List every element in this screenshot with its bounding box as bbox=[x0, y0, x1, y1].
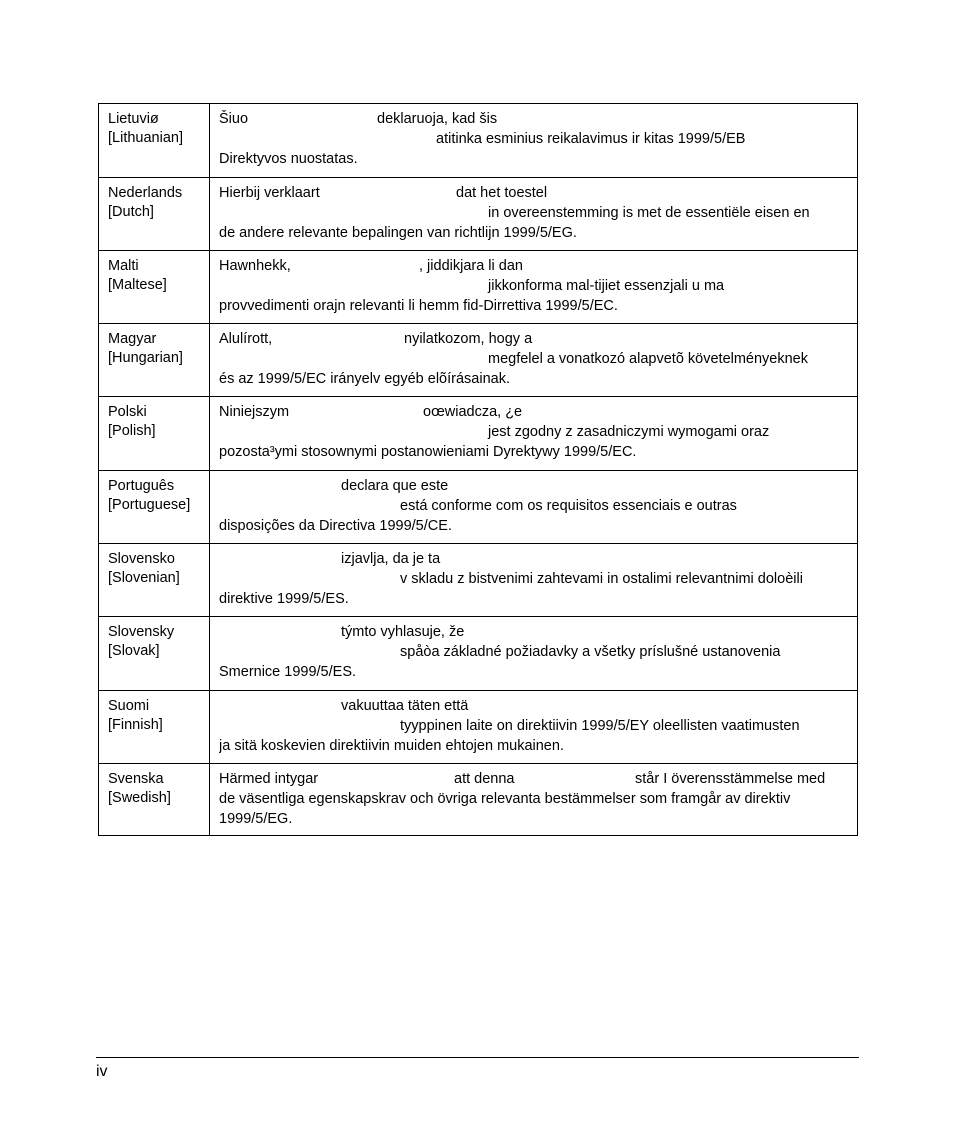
declaration-text-segment: 1999/5/EG. bbox=[219, 811, 293, 827]
language-cell bbox=[99, 764, 210, 836]
language-name: Polski bbox=[108, 404, 147, 420]
language-english-name: [Finnish] bbox=[108, 717, 163, 733]
declaration-line bbox=[219, 257, 848, 276]
page-number: iv bbox=[96, 1063, 108, 1080]
declaration-text-cell bbox=[210, 251, 858, 324]
declaration-text-segment: Niniejszym bbox=[219, 404, 290, 420]
declaration-line bbox=[219, 590, 848, 609]
declaration-text-segment: deklaruoja, kad šis bbox=[377, 111, 498, 127]
table-row bbox=[99, 397, 858, 471]
language-cell bbox=[99, 691, 210, 764]
language-cell bbox=[99, 471, 210, 544]
declaration-text-segment: direktive 1999/5/ES. bbox=[219, 591, 349, 607]
language-name: Slovensko bbox=[108, 551, 175, 567]
declaration-text-segment: ja sitä koskevien direktiivin muiden ehtojen mukainen. bbox=[219, 738, 564, 754]
footer-rule bbox=[96, 1057, 859, 1058]
declaration-text-segment: Šiuo bbox=[219, 111, 249, 127]
declaration-line bbox=[219, 110, 848, 129]
declaration-line bbox=[219, 184, 848, 203]
declaration-text-segment: megfelel a vonatkozó alapvetõ követelményeknek bbox=[488, 351, 808, 367]
declaration-line bbox=[219, 717, 848, 736]
declaration-text-cell bbox=[210, 397, 858, 471]
language-cell bbox=[99, 251, 210, 324]
language-cell bbox=[99, 397, 210, 471]
language-english-name: [Slovak] bbox=[108, 643, 160, 659]
language-english-name: [Swedish] bbox=[108, 790, 171, 806]
declaration-text-segment: está conforme com os requisitos essenciais e outras bbox=[400, 498, 737, 514]
declaration-line bbox=[219, 770, 848, 789]
declaration-line bbox=[219, 790, 848, 809]
language-cell bbox=[99, 104, 210, 178]
declaration-line bbox=[219, 570, 848, 589]
declaration-text-cell bbox=[210, 764, 858, 836]
language-english-name: [Lithuanian] bbox=[108, 130, 183, 146]
language-cell bbox=[99, 544, 210, 617]
language-name: Slovensky bbox=[108, 624, 175, 640]
language-english-name: [Maltese] bbox=[108, 277, 167, 293]
declaration-line bbox=[219, 423, 848, 442]
declaration-text-cell bbox=[210, 691, 858, 764]
language-name: Svenska bbox=[108, 771, 164, 787]
declaration-text-segment: Direktyvos nuostatas. bbox=[219, 151, 358, 167]
declaration-text-segment: Hawnhekk, bbox=[219, 258, 291, 274]
language-english-name: [Slovenian] bbox=[108, 570, 180, 586]
declaration-text-segment: atitinka esminius reikalavimus ir kitas 1999/5/EB bbox=[436, 131, 746, 147]
language-english-name: [Dutch] bbox=[108, 204, 154, 220]
declaration-text-segment: pozosta³ymi stosownymi postanowieniami Dyrektywy 1999/5/EC. bbox=[219, 444, 637, 460]
declaration-text-segment: oœwiadcza, ¿e bbox=[423, 404, 523, 420]
table-row bbox=[99, 544, 858, 617]
declaration-text-cell bbox=[210, 617, 858, 691]
declaration-text-segment: v skladu z bistvenimi zahtevami in ostalimi relevantnimi doloèili bbox=[400, 571, 803, 587]
table-row bbox=[99, 471, 858, 544]
declaration-text-segment: és az 1999/5/EC irányelv egyéb elõírásainak. bbox=[219, 371, 510, 387]
table-row bbox=[99, 104, 858, 178]
declaration-text-segment: de andere relevante bepalingen van richtlijn 1999/5/EG. bbox=[219, 225, 577, 241]
declaration-text-segment: , jiddikjara li dan bbox=[419, 258, 523, 274]
declaration-line bbox=[219, 810, 848, 829]
language-name: Suomi bbox=[108, 698, 150, 714]
declaration-line bbox=[219, 643, 848, 662]
language-name: Malti bbox=[108, 258, 139, 274]
declaration-line bbox=[219, 517, 848, 536]
declaration-line bbox=[219, 150, 848, 169]
declaration-text-cell bbox=[210, 104, 858, 178]
declaration-line bbox=[219, 403, 848, 422]
language-english-name: [Portuguese] bbox=[108, 497, 191, 513]
language-english-name: [Hungarian] bbox=[108, 350, 183, 366]
declaration-line bbox=[219, 350, 848, 369]
declaration-line bbox=[219, 663, 848, 682]
declaration-of-conformity-table bbox=[98, 103, 858, 836]
table-row bbox=[99, 324, 858, 397]
declaration-line bbox=[219, 623, 848, 642]
declaration-text-segment: jikkonforma mal-tijiet essenzjali u ma bbox=[488, 278, 725, 294]
declaration-line bbox=[219, 330, 848, 349]
language-name: Lietuviø bbox=[108, 111, 159, 127]
table-row bbox=[99, 178, 858, 251]
language-name: Nederlands bbox=[108, 185, 183, 201]
declaration-text-cell bbox=[210, 544, 858, 617]
declaration-text-segment: Hierbij verklaart bbox=[219, 185, 320, 201]
declaration-line bbox=[219, 737, 848, 756]
table-row bbox=[99, 617, 858, 691]
declaration-line bbox=[219, 497, 848, 516]
language-name: Magyar bbox=[108, 331, 157, 347]
declaration-text-segment: in overeenstemming is met de essentiële eisen en bbox=[488, 205, 810, 221]
declaration-text-cell bbox=[210, 471, 858, 544]
declaration-text-segment: dat het toestel bbox=[456, 185, 548, 201]
language-name: Português bbox=[108, 478, 175, 494]
declaration-text-segment: týmto vyhlasuje, že bbox=[341, 624, 465, 640]
declaration-line bbox=[219, 477, 848, 496]
language-cell bbox=[99, 324, 210, 397]
declaration-text-segment: declara que este bbox=[341, 478, 449, 494]
declaration-text-segment: provvedimenti orajn relevanti li hemm fid-Dirrettiva 1999/5/EC. bbox=[219, 298, 618, 314]
declaration-line bbox=[219, 370, 848, 389]
language-english-name: [Polish] bbox=[108, 423, 156, 439]
declaration-text-cell bbox=[210, 178, 858, 251]
declaration-text-segment: de väsentliga egenskapskrav och övriga relevanta bestämmelser som framgår av direktiv bbox=[219, 791, 791, 807]
declaration-text-segment: Alulírott, bbox=[219, 331, 273, 347]
declaration-text-segment: tyyppinen laite on direktiivin 1999/5/EY oleellisten vaatimusten bbox=[400, 718, 800, 734]
table-row bbox=[99, 251, 858, 324]
table-body bbox=[99, 104, 858, 836]
declaration-text-segment: Smernice 1999/5/ES. bbox=[219, 664, 357, 680]
declaration-line bbox=[219, 277, 848, 296]
declaration-text-segment: disposições da Directiva 1999/5/CE. bbox=[219, 518, 452, 534]
language-cell bbox=[99, 617, 210, 691]
declaration-text-segment: izjavlja, da je ta bbox=[341, 551, 441, 567]
declaration-text-segment: vakuuttaa täten että bbox=[341, 698, 469, 714]
declaration-line bbox=[219, 130, 848, 149]
declaration-line bbox=[219, 697, 848, 716]
table-row bbox=[99, 764, 858, 836]
declaration-text-segment: jest zgodny z zasadniczymi wymogami oraz bbox=[488, 424, 770, 440]
declaration-text-segment: spåòa základné požiadavky a všetky príslušné ustanovenia bbox=[400, 644, 781, 660]
declaration-line bbox=[219, 204, 848, 223]
declaration-line bbox=[219, 443, 848, 462]
language-cell bbox=[99, 178, 210, 251]
declaration-text-segment: Härmed intygar bbox=[219, 771, 319, 787]
declaration-text-segment: nyilatkozom, hogy a bbox=[404, 331, 533, 347]
declaration-text-cell bbox=[210, 324, 858, 397]
declaration-line bbox=[219, 224, 848, 243]
table-row bbox=[99, 691, 858, 764]
declaration-line bbox=[219, 297, 848, 316]
declaration-text-segment: att denna bbox=[454, 771, 515, 787]
declaration-line bbox=[219, 550, 848, 569]
declaration-text-segment: står I överensstämmelse med bbox=[635, 771, 826, 787]
